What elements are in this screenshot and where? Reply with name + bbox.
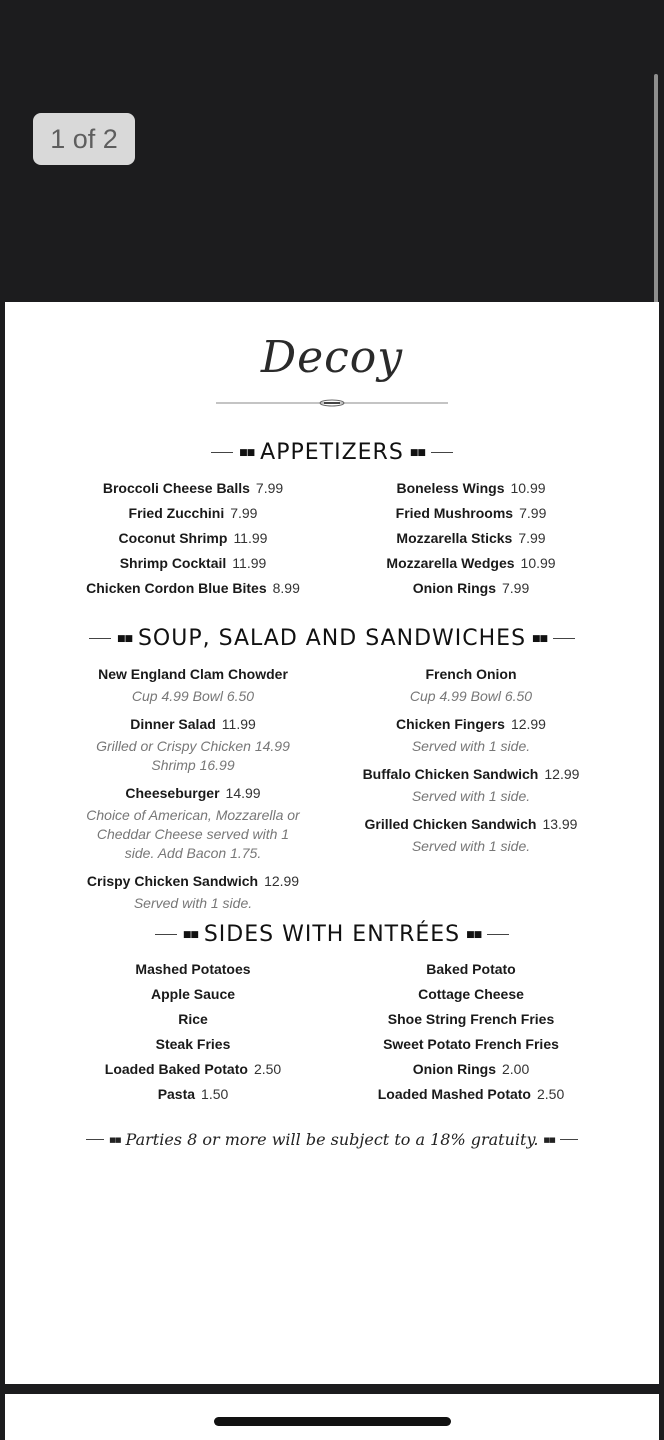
menu-item: Loaded Baked Potato 2.50	[104, 1061, 282, 1077]
item-description: Served with 1 side.	[411, 738, 531, 754]
sides-left-column	[78, 957, 308, 1107]
menu-item: Mashed Potatoes	[135, 961, 251, 977]
soup-salad-left-column	[73, 662, 313, 919]
menu-item: Fried Mushrooms 7.99	[395, 505, 547, 521]
menu-item: Broccoli Cheese Balls 7.99	[102, 480, 284, 496]
menu-item: Apple Sauce	[150, 986, 236, 1002]
menu-page	[5, 302, 659, 1384]
menu-item: Cottage Cheese	[418, 986, 524, 1002]
menu-item: Onion Rings 2.00	[412, 1061, 530, 1077]
menu-item: Shrimp Cocktail 11.99	[119, 555, 267, 571]
menu-item: Steak Fries	[155, 1036, 231, 1052]
menu-item: Dinner Salad 11.99 Grilled or Crispy Chicken 14.99 Shrimp 16.99	[73, 712, 313, 775]
menu-item: Grilled Chicken Sandwich 13.99 Served with 1 side.	[351, 812, 591, 856]
section-heading-soup-salad-sandwiches: ■■ SOUP, SALAD AND SANDWICHES ■■	[5, 626, 659, 651]
item-description: Choice of American, Mozzarella or Cheddar Cheese served with 1 side. Add Bacon 1.75.	[86, 807, 300, 861]
menu-item: Fried Zucchini 7.99	[128, 505, 258, 521]
menu-item: Baked Potato	[426, 961, 516, 977]
menu-item: French Onion Cup 4.99 Bowl 6.50	[351, 662, 591, 706]
appetizers-left-column	[78, 476, 308, 601]
menu-item: Pasta 1.50	[157, 1086, 229, 1102]
menu-item: Cheeseburger 14.99 Choice of American, Mozzarella or Cheddar Cheese served with 1 side. Add Bacon 1.75.	[73, 781, 313, 863]
menu-item: New England Clam Chowder Cup 4.99 Bowl 6.50	[73, 662, 313, 706]
menu-item: Shoe String French Fries	[387, 1011, 555, 1027]
gratuity-note: ■■ Parties 8 or more will be subject to a 18% gratuity. ■■	[5, 1130, 659, 1149]
menu-item: Rice	[178, 1011, 208, 1027]
item-description: Cup 4.99 Bowl 6.50	[409, 688, 533, 704]
menu-item: Chicken Cordon Blue Bites 8.99	[86, 580, 300, 596]
page-counter: 1 of 2	[33, 113, 135, 165]
restaurant-logo: Decoy	[260, 332, 404, 383]
menu-item: Loaded Mashed Potato 2.50	[377, 1086, 565, 1102]
item-description: Served with 1 side.	[411, 788, 531, 804]
menu-item: Coconut Shrimp 11.99	[118, 530, 268, 546]
item-description: Cup 4.99 Bowl 6.50	[131, 688, 255, 704]
sides-right-column	[356, 957, 586, 1107]
item-description: Grilled or Crispy Chicken 14.99 Shrimp 16.99	[96, 738, 290, 773]
menu-item: Sweet Potato French Fries	[383, 1036, 559, 1052]
logo-divider	[216, 398, 448, 408]
item-description: Served with 1 side.	[411, 838, 531, 854]
scrollbar[interactable]	[654, 74, 658, 306]
menu-item: Mozzarella Wedges 10.99	[386, 555, 556, 571]
item-description: Served with 1 side.	[133, 895, 253, 911]
soup-salad-right-column	[351, 662, 591, 862]
menu-item: Mozzarella Sticks 7.99	[396, 530, 546, 546]
section-heading-appetizers: ■■ APPETIZERS ■■	[5, 440, 659, 465]
menu-item: Buffalo Chicken Sandwich 12.99 Served with 1 side.	[351, 762, 591, 806]
menu-item: Boneless Wings 10.99	[396, 480, 546, 496]
home-indicator[interactable]	[214, 1417, 451, 1426]
appetizers-right-column	[356, 476, 586, 601]
menu-item: Chicken Fingers 12.99 Served with 1 side.	[351, 712, 591, 756]
section-heading-sides: ■■ SIDES WITH ENTRÉES ■■	[5, 922, 659, 947]
menu-item: Crispy Chicken Sandwich 12.99 Served with 1 side.	[73, 869, 313, 913]
menu-item: Onion Rings 7.99	[412, 580, 530, 596]
